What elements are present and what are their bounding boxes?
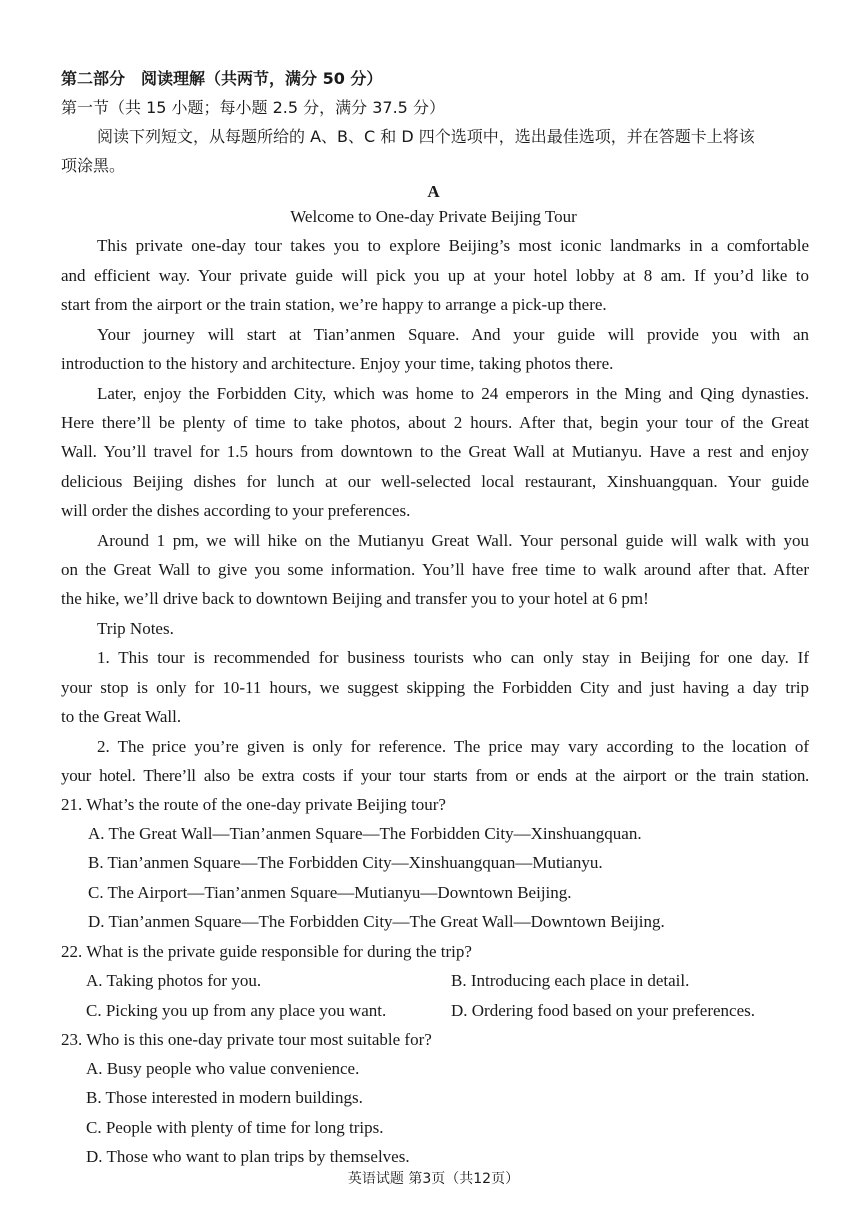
passage-line: your stop is only for 10-11 hours, we suggest skipping the Forbidden City and just having a day trip <box>61 678 809 697</box>
passage-line: the hike, we’ll drive back to downtown Beijing and transfer you to your hotel at 6 pm! <box>61 589 649 608</box>
passage-line: 1. This tour is recommended for business tourists who can only stay in Beijing for one day. If <box>97 648 809 667</box>
passage-line: start from the airport or the train station, we’re happy to arrange a pick-up there. <box>61 295 607 314</box>
passage-line: to the Great Wall. <box>61 707 182 726</box>
passage-line: introduction to the history and architecture. Enjoy your time, taking photos there. <box>61 354 614 373</box>
question-22-option-b: B. Introducing each place in detail. <box>451 971 690 990</box>
passage-line: and efficient way. Your private guide will pick you up at your hotel lobby at 8 am. If you’d like to <box>61 266 809 285</box>
question-23-option-b: B. Those interested in modern buildings. <box>86 1088 363 1107</box>
section-header: 第二部分 阅读理解（共两节，满分 50 分） <box>61 69 383 88</box>
passage-line: Here there’ll be plenty of time to take photos, about 2 hours. After that, begin your tour of the Great <box>61 413 809 432</box>
passage-line: Your journey will start at Tian’anmen Square. And your guide will provide you with an <box>97 325 809 344</box>
question-21-stem: 21. What’s the route of the one-day private Beijing tour? <box>61 795 446 814</box>
passage-title: Welcome to One-day Private Beijing Tour <box>290 207 577 226</box>
question-21-option-d: D. Tian’anmen Square—The Forbidden City—The Great Wall—Downtown Beijing. <box>88 912 665 931</box>
passage-line: 2. The price you’re given is only for reference. The price may vary according to the location of <box>97 737 809 756</box>
question-21-option-a: A. The Great Wall—Tian’anmen Square—The Forbidden City—Xinshuangquan. <box>88 824 642 843</box>
subsection-header: 第一节（共 15 小题；每小题 2.5 分，满分 37.5 分） <box>61 98 445 117</box>
question-23-option-c: C. People with plenty of time for long trips. <box>86 1118 384 1137</box>
passage-line: delicious Beijing dishes for lunch at our well-selected local restaurant, Xinshuangquan. Your guide <box>61 472 809 491</box>
page-footer: 英语试题 第3页（共12页） <box>347 1171 520 1187</box>
passage-line: Around 1 pm, we will hike on the Mutianyu Great Wall. Your personal guide will walk with you <box>97 531 809 550</box>
trip-notes-heading: Trip Notes. <box>97 619 174 638</box>
instructions-line-2: 项涂黑。 <box>61 156 126 175</box>
question-22-option-a: A. Taking photos for you. <box>86 971 262 990</box>
question-22-option-d: D. Ordering food based on your preferences. <box>451 1001 755 1020</box>
passage-line: This private one-day tour takes you to explore Beijing’s most iconic landmarks in a comfortable <box>97 236 809 255</box>
question-22-option-c: C. Picking you up from any place you want. <box>86 1001 387 1020</box>
passage-line: will order the dishes according to your preferences. <box>61 501 411 520</box>
passage-line: on the Great Wall to give you some information. You’ll have free time to walk around after that. After <box>61 560 809 579</box>
question-22-stem: 22. What is the private guide responsible for during the trip? <box>61 942 472 961</box>
question-23-stem: 23. Who is this one-day private tour most suitable for? <box>61 1030 432 1049</box>
question-21-option-b: B. Tian’anmen Square—The Forbidden City—Xinshuangquan—Mutianyu. <box>88 853 603 872</box>
passage-line: Later, enjoy the Forbidden City, which was home to 24 emperors in the Ming and Qing dynasties. <box>97 384 809 403</box>
instructions-line-1: 阅读下列短文，从每题所给的 A、B、C 和 D 四个选项中，选出最佳选项，并在答题卡上将该 <box>97 127 755 146</box>
passage-line: Wall. You’ll travel for 1.5 hours from downtown to the Great Wall at Mutianyu. Have a rest and enjoy <box>61 442 809 461</box>
passage-letter: A <box>427 182 440 201</box>
question-21-option-c: C. The Airport—Tian’anmen Square—Mutianyu—Downtown Beijing. <box>88 883 572 902</box>
question-23-option-d: D. Those who want to plan trips by themselves. <box>86 1147 410 1166</box>
question-23-option-a: A. Busy people who value convenience. <box>86 1059 360 1078</box>
passage-line: your hotel. There’ll also be extra costs if your tour starts from or ends at the airport or the train station. <box>61 766 809 785</box>
